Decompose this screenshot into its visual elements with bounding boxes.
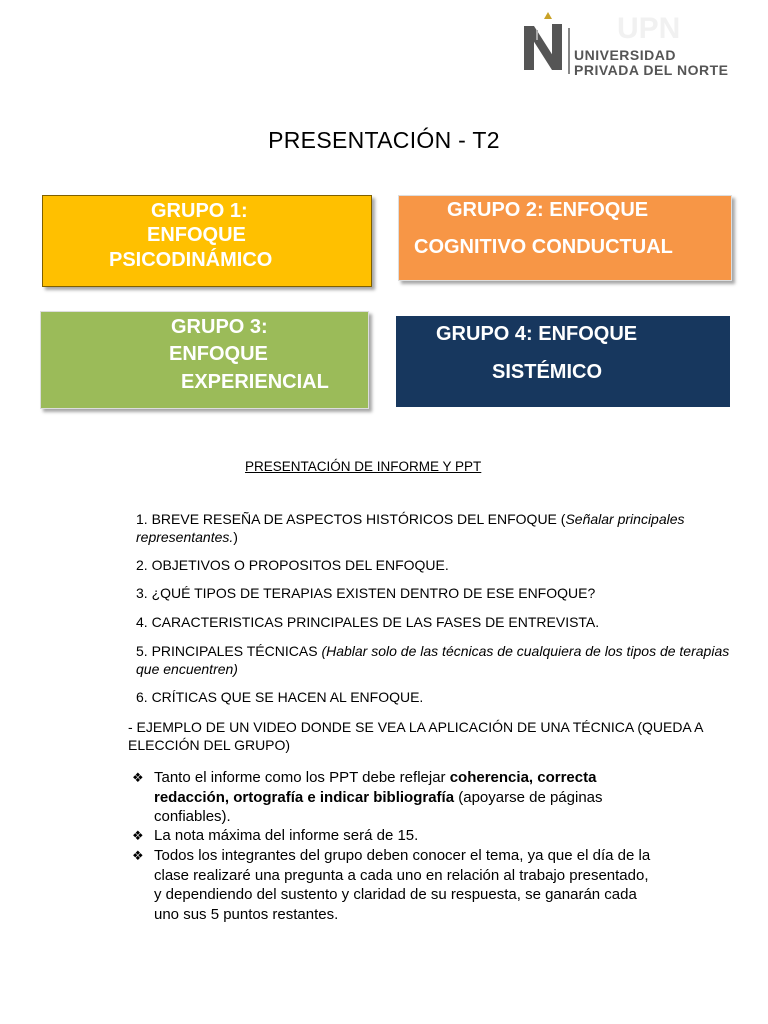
diamond-bullet-icon: ❖: [132, 770, 144, 785]
group-3-box: [40, 311, 369, 409]
item-1-end: ): [233, 529, 238, 545]
bullet-1-bold: coherencia, correcta redacción, ortografía e indicar bibliografía: [154, 769, 597, 806]
logo-text: [574, 48, 728, 78]
logo-watermark: [617, 12, 757, 42]
group-4-line-2: SISTÉMICO: [492, 361, 603, 383]
group-4-box: [396, 316, 730, 407]
group-1-line-2: ENFOQUE: [147, 224, 246, 246]
group-2-box: [398, 195, 732, 281]
list-item-1: [136, 510, 746, 546]
logo-divider: [568, 28, 570, 74]
logo-line-1: UNIVERSIDAD: [574, 47, 676, 63]
list-item-4: 4. CARACTERISTICAS PRINCIPALES DE LAS FASES DE ENTREVISTA.: [136, 614, 600, 630]
group-1-line-1: GRUPO 1:: [151, 200, 248, 222]
group-1-box: [42, 195, 372, 287]
list-item-2: 2. OBJETIVOS O PROPOSITOS DEL ENFOQUE.: [136, 557, 449, 573]
logo-n-emblem: [522, 10, 572, 72]
bullet-3-text: Todos los integrantes del grupo deben conocer el tema, ya que el día de la clase realizaré una pregunta a cada uno en relación al trabajo presentado, y dependiendo del sustento y claridad de su respuesta, se ganarán cada uno sus 5 puntos restantes.: [154, 847, 651, 923]
bullet-1-text-a: Tanto el informe como los PPT debe reflejar: [154, 769, 450, 786]
list-item-6: 6. CRÍTICAS QUE SE HACEN AL ENFOQUE.: [136, 689, 424, 705]
bullet-item-3: [132, 846, 652, 924]
video-note: - EJEMPLO DE UN VIDEO DONDE SE VEA LA APLICACIÓN DE UNA TÉCNICA (QUEDA A ELECCIÓN DEL GRUPO): [128, 719, 703, 753]
bullet-2-text: La nota máxima del informe será de 15.: [154, 827, 419, 844]
group-3-line-1: GRUPO 3:: [171, 316, 268, 338]
list-item-5: [136, 642, 746, 678]
bullet-1-text-b: (apoyarse de páginas confiables).: [154, 788, 603, 825]
group-2-line-2: COGNITIVO CONDUCTUAL: [414, 236, 673, 258]
item-5-text: 5. PRINCIPALES TÉCNICAS: [136, 643, 322, 659]
svg-text:UPN: UPN: [617, 12, 681, 42]
item-1-italic: Señalar principales representantes.: [136, 511, 685, 545]
item-1-text: 1. BREVE RESEÑA DE ASPECTOS HISTÓRICOS DEL ENFOQUE (: [136, 511, 566, 527]
page-title: PRESENTACIÓN - T2: [268, 127, 500, 153]
section-subtitle: PRESENTACIÓN DE INFORME Y PPT: [245, 459, 482, 474]
item-5-italic: (Hablar solo de las técnicas de cualquiera de los tipos de terapias que encuentren): [136, 643, 730, 677]
logo-line-2: PRIVADA DEL NORTE: [574, 62, 729, 78]
list-item-3: 3. ¿QUÉ TIPOS DE TERAPIAS EXISTEN DENTRO DE ESE ENFOQUE?: [136, 585, 596, 601]
group-4-line-1: GRUPO 4: ENFOQUE: [436, 323, 638, 345]
group-3-line-3: EXPERIENCIAL: [181, 371, 329, 393]
group-1-line-3: PSICODINÁMICO: [109, 249, 273, 271]
bullet-item-2: [132, 826, 652, 846]
group-3-line-2: ENFOQUE: [169, 343, 268, 365]
group-2-line-1: GRUPO 2: ENFOQUE: [447, 199, 649, 221]
diamond-bullet-icon: ❖: [132, 848, 144, 863]
bullet-item-1: [132, 768, 652, 827]
diamond-bullet-icon: ❖: [132, 828, 144, 843]
university-logo: [522, 10, 762, 80]
